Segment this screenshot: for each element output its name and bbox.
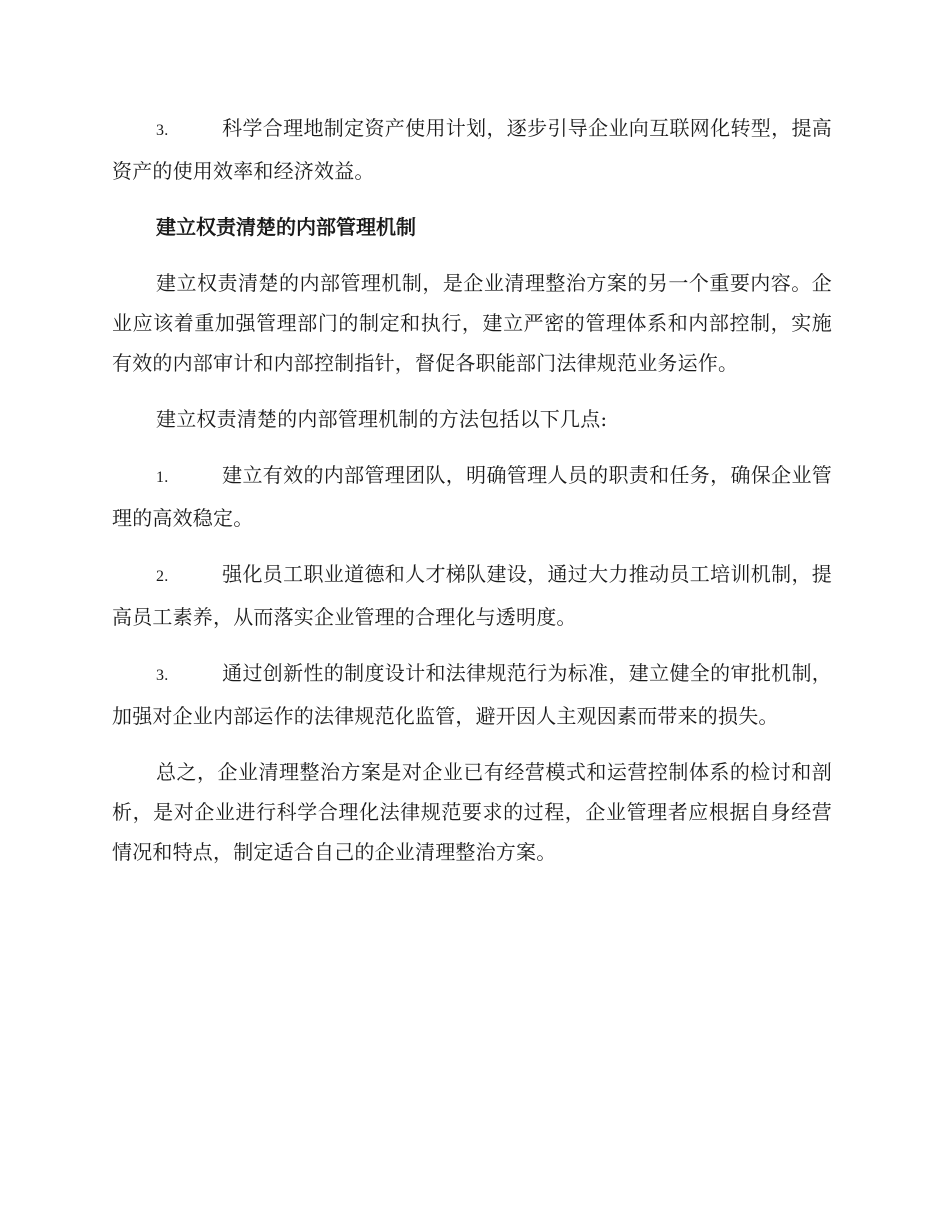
list-item-3-system-design <box>112 653 832 736</box>
section-heading: 建立权责清楚的内部管理机制 <box>156 215 416 239</box>
list-item-text: 强化员工职业道德和人才梯队建设，通过大力推动员工培训机制，提高员工素养，从而落实企业管理的合理化与透明度。 <box>112 562 832 629</box>
list-item-text: 建立有效的内部管理团队，明确管理人员的职责和任务，确保企业管理的高效稳定。 <box>112 463 832 530</box>
list-number: 3. <box>156 667 169 684</box>
list-item-1-team <box>112 455 832 538</box>
list-number: 3. <box>156 122 169 139</box>
list-number: 1. <box>156 469 169 486</box>
list-item-3-asset-plan <box>112 108 832 191</box>
list-item-2-ethics <box>112 554 832 637</box>
paragraph-conclusion: 总之，企业清理整治方案是对企业已有经营模式和运营控制体系的检讨和剖析，是对企业进行科学合理化法律规范要求的过程，企业管理者应根据自身经营情况和特点，制定适合自己的企业清理整治方案。 <box>112 760 832 864</box>
paragraph-methods-lead: 建立权责清楚的内部管理机制的方法包括以下几点: <box>156 407 608 431</box>
paragraph-intro: 建立权责清楚的内部管理机制，是企业清理整治方案的另一个重要内容。企业应该着重加强管理部门的制定和执行，建立严密的管理体系和内部控制，实施有效的内部审计和内部控制指针，督促各职能部门法律规范业务运作。 <box>112 271 832 375</box>
list-number: 2. <box>156 568 169 585</box>
document-page <box>112 108 832 888</box>
list-item-text: 通过创新性的制度设计和法律规范行为标准，建立健全的审批机制，加强对企业内部运作的法律规范化监管，避开因人主观因素而带来的损失。 <box>112 661 832 728</box>
list-item-text: 科学合理地制定资产使用计划，逐步引导企业向互联网化转型，提高资产的使用效率和经济效益。 <box>112 116 832 183</box>
